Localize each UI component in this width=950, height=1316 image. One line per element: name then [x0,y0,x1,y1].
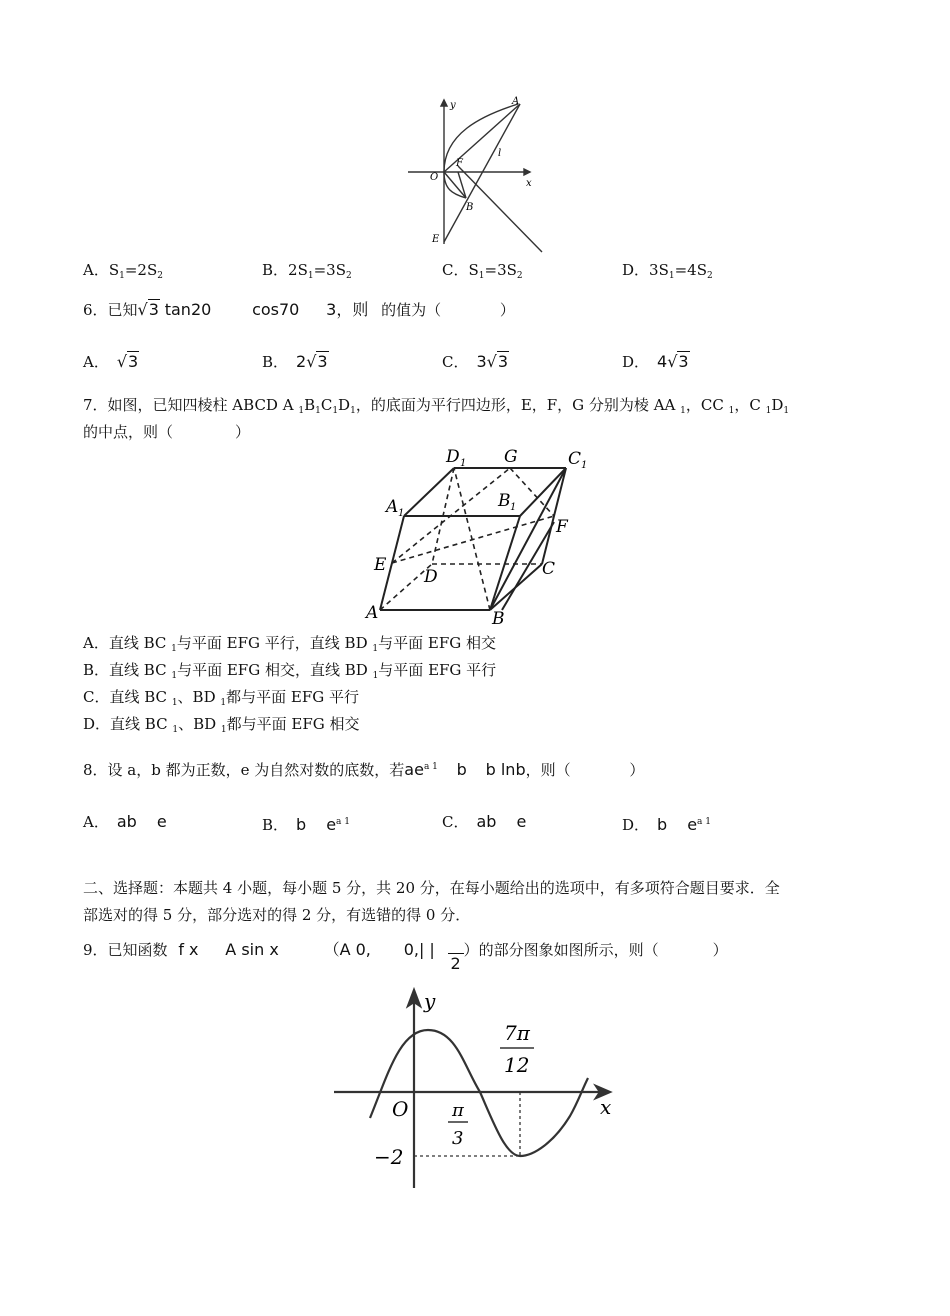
q7-line1-c: C [320,396,333,414]
q7-sub: 1 [728,406,735,416]
q6-option-b-rad: 3 [317,352,328,371]
q5-option-b-letter: B． [262,261,289,279]
q7-option-d-letter: D． [83,715,111,733]
q9-cond2: 0, [403,940,419,959]
q5-option-a-sub1: 1 [119,271,125,281]
q8-option-c-letter: C． [442,813,469,831]
q6-option-b-coef: 2 [296,352,307,371]
q6-radicand: 3 [148,300,159,319]
q7-option-c-sub: 1 [171,698,178,708]
q9-label-o: O [392,1097,409,1121]
q7-sub: 1 [680,406,686,416]
q7-label-g: G [504,447,518,467]
q7-label-d: D [424,567,438,587]
q5-label-f: F [456,158,463,169]
q5-option-b-pre: 2S [288,261,308,279]
q9-label-minus2: −2 [374,1145,404,1169]
q5-option-a-mid: =2S [124,261,158,279]
q8-option-a-letter: A． [83,813,109,831]
q7-option-b-c: 与平面 EFG 平行 [378,661,497,679]
q7-line1-e: ，的底面为平行四边形，E，F，G 分别为棱 AA [355,396,681,414]
q7-label-a: A [366,603,379,623]
q5-option-d-letter: D． [622,261,650,279]
q8-close: ） [629,761,645,779]
q7-option-b-letter: B． [83,661,110,679]
q7-option-b-sub: 1 [171,671,178,681]
q5-option-a [83,260,163,286]
q9-number: 9．已知函数 [83,941,168,959]
q8-option-c-a: ab [476,812,497,831]
q9-label-x: x [600,1095,612,1119]
q8-text: 8．设 a，b 都为正数，e 为自然对数的底数，若 [83,761,405,779]
q9-label-pi: π [452,1100,464,1121]
q9-tail: ）的部分图象如图所示，则（ [463,941,659,959]
q7-option-c-c: 都与平面 EFG 平行 [226,688,359,706]
q7-sub: 1 [332,406,339,416]
q7-option-d-a: 直线 BC [110,715,173,733]
q6-option-c-rad: 3 [497,352,509,371]
q8-option-b-sup: a 1 [336,817,350,827]
q6-option-b: B． 2√3 [262,352,328,371]
q7-line1-f: ，CC [685,396,729,414]
q7-stem-line1 [83,395,789,421]
q7-option-c [83,687,359,713]
q7-option-d-sub2: 1 [220,725,227,735]
q6-tail: 的值为（ [381,301,442,319]
q7-option-b [83,660,496,686]
q7-option-c-letter: C． [83,688,110,706]
q6-option-a: A． √3 [83,352,139,371]
q5-label-e: E [432,234,440,245]
q8-option-d [622,812,711,835]
q7-option-a-letter: A． [83,634,109,652]
q9-asin: A sin x [225,940,279,959]
q6-close: ） [499,301,515,319]
q7-sub: 1 [765,406,772,416]
q5-label-x: x [526,178,532,189]
q7-label-c: C [542,559,556,579]
q7-label-b: B [492,609,505,624]
q7-option-a-sub2: 1 [372,644,379,654]
q7-line1-a: 7．如图，已知四棱柱 ABCD A [83,396,299,414]
q7-label-b1-sub: 1 [510,502,517,513]
q9-figure [330,982,620,1192]
q7-option-a-c: 与平面 EFG 相交 [378,634,496,652]
q7-option-d-b: 、BD [178,715,221,733]
q9-label-12: 12 [504,1053,530,1077]
q6-option-c-coef: 3 [476,352,487,371]
q6-option-d-letter: D． [622,353,650,371]
q9-f: f x [178,940,199,959]
q7-line2-close: ） [235,423,251,441]
q8-option-b-a: b [296,815,307,834]
q6-stem: 6．已知√3 tan20 cos70 3，则 的值为（ ） [83,300,515,319]
section2-line2: 部选对的得 5 分，部分选对的得 2 分，有选错的得 0 分． [83,906,471,924]
q5-figure [400,94,550,254]
q6-option-b-letter: B． [262,353,289,371]
q7-label-f: F [556,517,568,537]
q8-blnb: b lnb [485,760,526,779]
q8-option-c-b: e [516,812,527,831]
q5-label-y: y [450,100,456,111]
q7-label-b1: B [498,491,511,511]
q7-option-d-c: 都与平面 EFG 相交 [226,715,360,733]
q5-option-b-sub1: 1 [307,271,314,281]
q9-close: ） [712,941,728,959]
q7-line2: 的中点，则（ [83,423,174,441]
q7-sub: 1 [350,406,356,416]
q6-option-a-letter: A． [83,353,109,371]
q5-option-d-pre: 3S [649,261,669,279]
q8-sup: a 1 [423,762,438,772]
q5-option-b-sub2: 2 [345,271,352,281]
q7-label-c1-sub: 1 [581,460,588,471]
q5-option-a-pre: S [108,261,120,279]
q7-line1-d: D [338,396,351,414]
q7-label-c1: C [568,449,582,469]
q8-option-b-letter: B． [262,816,289,834]
q7-option-c-b: 、BD [177,688,221,706]
q7-line1-g: ，C [734,396,766,414]
q8-option-b [262,812,350,835]
q6-option-d-coef: 4 [657,352,668,371]
q7-option-a-b: 与平面 EFG 平行，直线 BD [176,634,373,652]
q7-sub: 1 [298,406,305,416]
q7-option-c-sub2: 1 [220,698,227,708]
q6-option-c-letter: C． [442,353,469,371]
q5-option-c-sub2: 2 [516,271,523,281]
q7-option-a-a: 直线 BC [108,634,172,652]
q7-stem-line2 [83,422,250,442]
q7-label-d1: D [446,447,460,467]
q8-option-b-b: e [326,815,337,834]
section2-line1: 二、选择题：本题共 4 小题，每小题 5 分，共 20 分，在每小题给出的选项中，有多项符合题目要求．全 [83,879,780,897]
q9-bars: | | [418,940,435,959]
q6-option-c: C． 3√3 [442,352,509,371]
q8-option-d-letter: D． [622,816,650,834]
q8-option-d-sup: a 1 [697,817,711,827]
q7-label-d1-sub: 1 [460,458,467,469]
q9-label-7pi: 7π [504,1021,530,1045]
q8-ae: ae [404,760,424,779]
q8-option-a-b: e [156,812,167,831]
q5-option-d-mid: =4S [674,261,707,279]
q8-b: b [456,760,467,779]
q5-label-a: A [512,96,520,107]
q7-option-c-a: 直线 BC [109,688,172,706]
q7-sub: 1 [315,406,321,416]
q5-label-l: l [498,148,502,159]
q7-label-a1: A [386,497,399,517]
q6-equals: 3，则 [326,300,369,319]
q5-option-c-sub1: 1 [478,271,485,281]
q7-option-b-sub2: 1 [372,671,379,681]
q7-option-d-sub: 1 [172,725,179,735]
q7-line1-b: B [304,396,316,414]
q9-label-3: 3 [452,1128,464,1149]
q6-option-a-rad: 3 [128,352,139,371]
q7-option-a [83,633,496,659]
q7-option-d [83,714,360,740]
q8-option-a-a: ab [116,812,137,831]
q5-label-b: B [466,202,474,213]
q6-option-d: D． 4√3 [622,352,689,371]
q6-tan: tan20 [164,300,212,319]
q7-label-a1-sub: 1 [398,508,405,519]
q9-frac-den: 2 [448,953,464,974]
q9-label-y: y [424,989,436,1013]
q8-tail: ，则（ [525,761,571,779]
q6-option-d-rad: 3 [678,352,689,371]
q7-option-b-b: 与平面 EFG 相交，直线 BD [177,661,373,679]
q5-option-b [262,260,352,286]
q7-figure [362,442,602,624]
q6-cos: cos70 [252,300,300,319]
q5-option-c [442,260,523,286]
q7-line1-h: D [771,396,784,414]
q8-option-d-a: b [657,815,668,834]
q5-option-c-pre: S [468,261,479,279]
q5-option-b-mid: =3S [313,261,346,279]
q9-stem [83,940,728,974]
q7-label-e: E [374,555,387,575]
q5-label-o: O [430,172,439,183]
q5-option-c-letter: C． [442,261,469,279]
q5-option-d [622,260,713,286]
q8-stem [83,757,644,780]
q6-number: 6．已知 [83,301,138,319]
q9-cond1: （A 0, [323,940,371,959]
q5-option-a-sub2: 2 [157,271,163,281]
q8-option-d-b: e [687,815,698,834]
q7-option-a-sub: 1 [171,644,177,654]
q7-option-b-a: 直线 BC [109,661,172,679]
q5-option-c-mid: =3S [484,261,517,279]
q8-option-c [442,812,526,832]
q5-option-d-sub1: 1 [668,271,675,281]
q7-sub: 1 [783,406,790,416]
q5-option-d-sub2: 2 [706,271,713,281]
q8-option-a [83,812,167,832]
q5-option-a-letter: A． [83,261,109,279]
